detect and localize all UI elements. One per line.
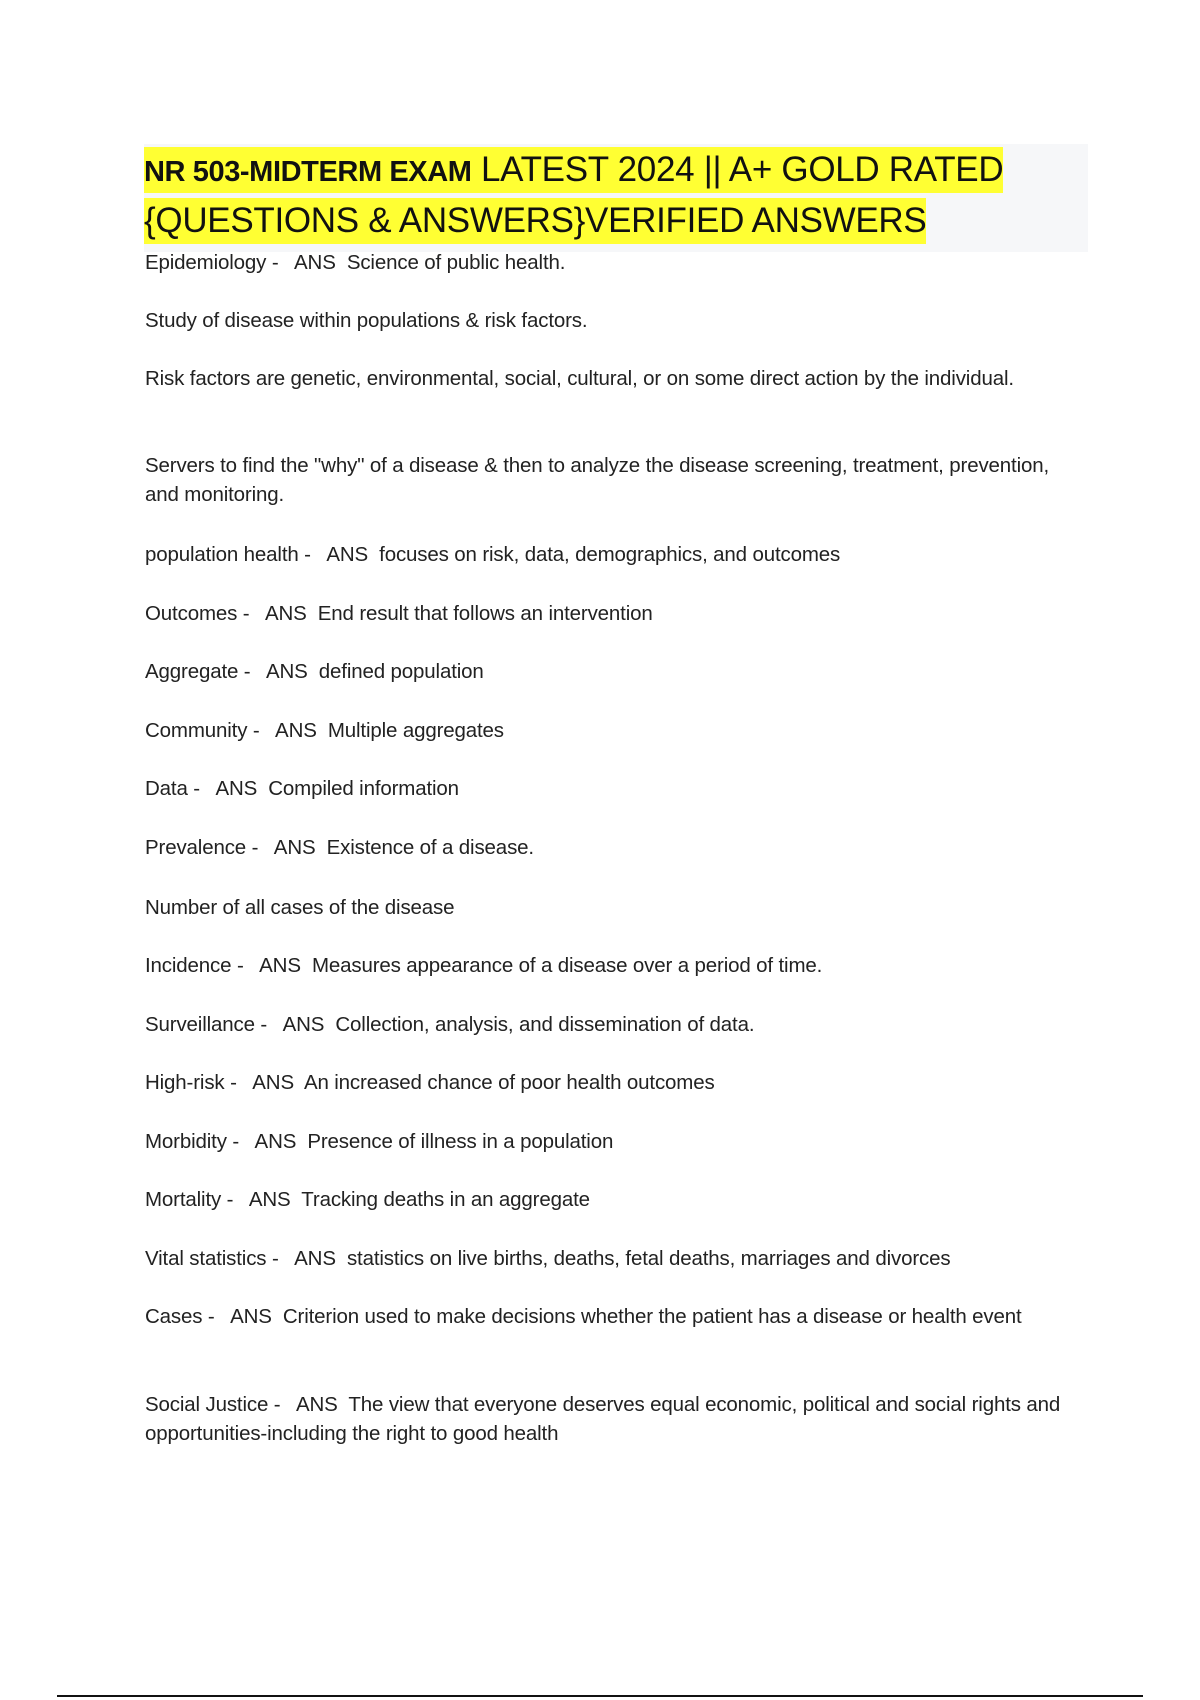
answer-marker: ANS [326, 543, 369, 566]
note-text: Servers to find the "why" of a disease & then to analyze the disease screening, treatment, prevention, and monitoring. [145, 454, 1050, 506]
document-title [144, 144, 1088, 252]
definition-entry: Outcomes - ANS End result that follows an intervention [145, 602, 653, 625]
entry-term: High-risk [145, 1071, 225, 1094]
definition-entry: Epidemiology - ANS Science of public health. [145, 251, 566, 274]
entry-term: Prevalence [145, 836, 247, 859]
entry-definition: defined population [318, 660, 484, 683]
entry-definition: End result that follows an intervention [317, 602, 653, 625]
entry-term: Surveillance [145, 1013, 255, 1036]
entry-definition: Collection, analysis, and dissemination of data. [335, 1013, 755, 1036]
definition-entry: Mortality - ANS Tracking deaths in an aggregate [145, 1188, 590, 1211]
entry-definition: The view that everyone deserves equal economic, political and social rights and opportunities-including the right to good health [145, 1393, 1061, 1445]
definition-entry: Social Justice - ANS The view that everyone deserves equal economic, political and social rights and opportunities-including the right to good health [145, 1393, 1061, 1445]
entry-definition: focuses on risk, data, demographics, and outcomes [379, 543, 841, 566]
entry-definition: Criterion used to make decisions whether the patient has a disease or health event [282, 1305, 1022, 1328]
answer-marker: ANS [252, 1071, 294, 1094]
definition-entry: Incidence - ANS Measures appearance of a disease over a period of time. [145, 954, 823, 977]
answer-marker: ANS [273, 836, 316, 859]
entry-definition: Presence of illness in a population [307, 1130, 614, 1153]
entry-term: Incidence [145, 954, 232, 977]
note-text: Study of disease within populations & risk factors. [145, 309, 588, 332]
entry-definition: Tracking deaths in an aggregate [301, 1188, 590, 1211]
answer-marker: ANS [264, 602, 307, 625]
entry-term: Mortality [145, 1188, 222, 1211]
title-line-1 [144, 147, 1003, 193]
answer-marker: ANS [248, 1188, 291, 1211]
entry-term: Aggregate [145, 660, 239, 683]
answer-marker: ANS [275, 719, 317, 742]
definition-entry: Vital statistics - ANS statistics on live births, deaths, fetal deaths, marriages and divorces [145, 1247, 951, 1270]
answer-marker: ANS [266, 660, 308, 683]
entry-definition: Measures appearance of a disease over a period of time. [311, 954, 823, 977]
entry-definition: statistics on live births, deaths, fetal deaths, marriages and divorces [346, 1247, 951, 1270]
note-paragraph [145, 364, 1065, 393]
entry-definition: Science of public health. [346, 251, 566, 274]
entry-definition: Compiled information [268, 777, 459, 800]
definition-entry: Surveillance - ANS Collection, analysis, and dissemination of data. [145, 1013, 755, 1036]
definition-entry: Prevalence - ANS Existence of a disease. [145, 836, 534, 859]
entry-term: Outcomes [145, 602, 238, 625]
note-paragraph [145, 893, 1065, 922]
entry-term: Morbidity [145, 1130, 227, 1153]
note-text: Number of all cases of the disease [145, 896, 455, 919]
definition-entry: population health - ANS focuses on risk, data, demographics, and outcomes [145, 543, 841, 566]
answer-marker: ANS [230, 1305, 272, 1328]
note-paragraph [145, 451, 1065, 509]
note-text: Risk factors are genetic, environmental, social, cultural, or on some direct action by the individual. [145, 367, 1014, 390]
definition-entry: Data - ANS Compiled information [145, 777, 459, 800]
entry-definition: Existence of a disease. [326, 836, 534, 859]
title-second-line-text: {QUESTIONS & ANSWERS}VERIFIED ANSWERS [144, 201, 927, 240]
definition-entry: Community - ANS Multiple aggregates [145, 719, 504, 742]
entry-term: Community [145, 719, 248, 742]
definition-entry: Aggregate - ANS defined population [145, 660, 484, 683]
title-bold-text: NR 503-MIDTERM EXAM [144, 156, 472, 188]
entry-definition: Multiple aggregates [327, 719, 504, 742]
definition-entry: Cases - ANS Criterion used to make decisions whether the patient has a disease or health event [145, 1305, 1022, 1328]
entry-term: population health [145, 543, 299, 566]
title-regular-text: LATEST 2024 || A+ GOLD RATED [471, 150, 1004, 189]
entry-term: Data [145, 777, 188, 800]
answer-marker: ANS [215, 777, 258, 800]
entry-term: Epidemiology [145, 251, 267, 274]
entry-term: Social Justice [145, 1393, 269, 1416]
answer-marker: ANS [259, 954, 301, 977]
answer-marker: ANS [295, 1393, 338, 1416]
entry-definition: An increased chance of poor health outcomes [303, 1071, 715, 1094]
definition-entry: Morbidity - ANS Presence of illness in a population [145, 1130, 614, 1153]
entry-term: Vital statistics [145, 1247, 267, 1270]
note-paragraph [145, 306, 1065, 335]
definition-entry: High-risk - ANS An increased chance of poor health outcomes [145, 1071, 715, 1094]
answer-marker: ANS [254, 1130, 297, 1153]
answer-marker: ANS [282, 1013, 325, 1036]
entry-term: Cases [145, 1305, 203, 1328]
answer-marker: ANS [294, 1247, 336, 1270]
title-line-2 [144, 198, 926, 244]
footer-divider [57, 1695, 1143, 1697]
answer-marker: ANS [294, 251, 336, 274]
